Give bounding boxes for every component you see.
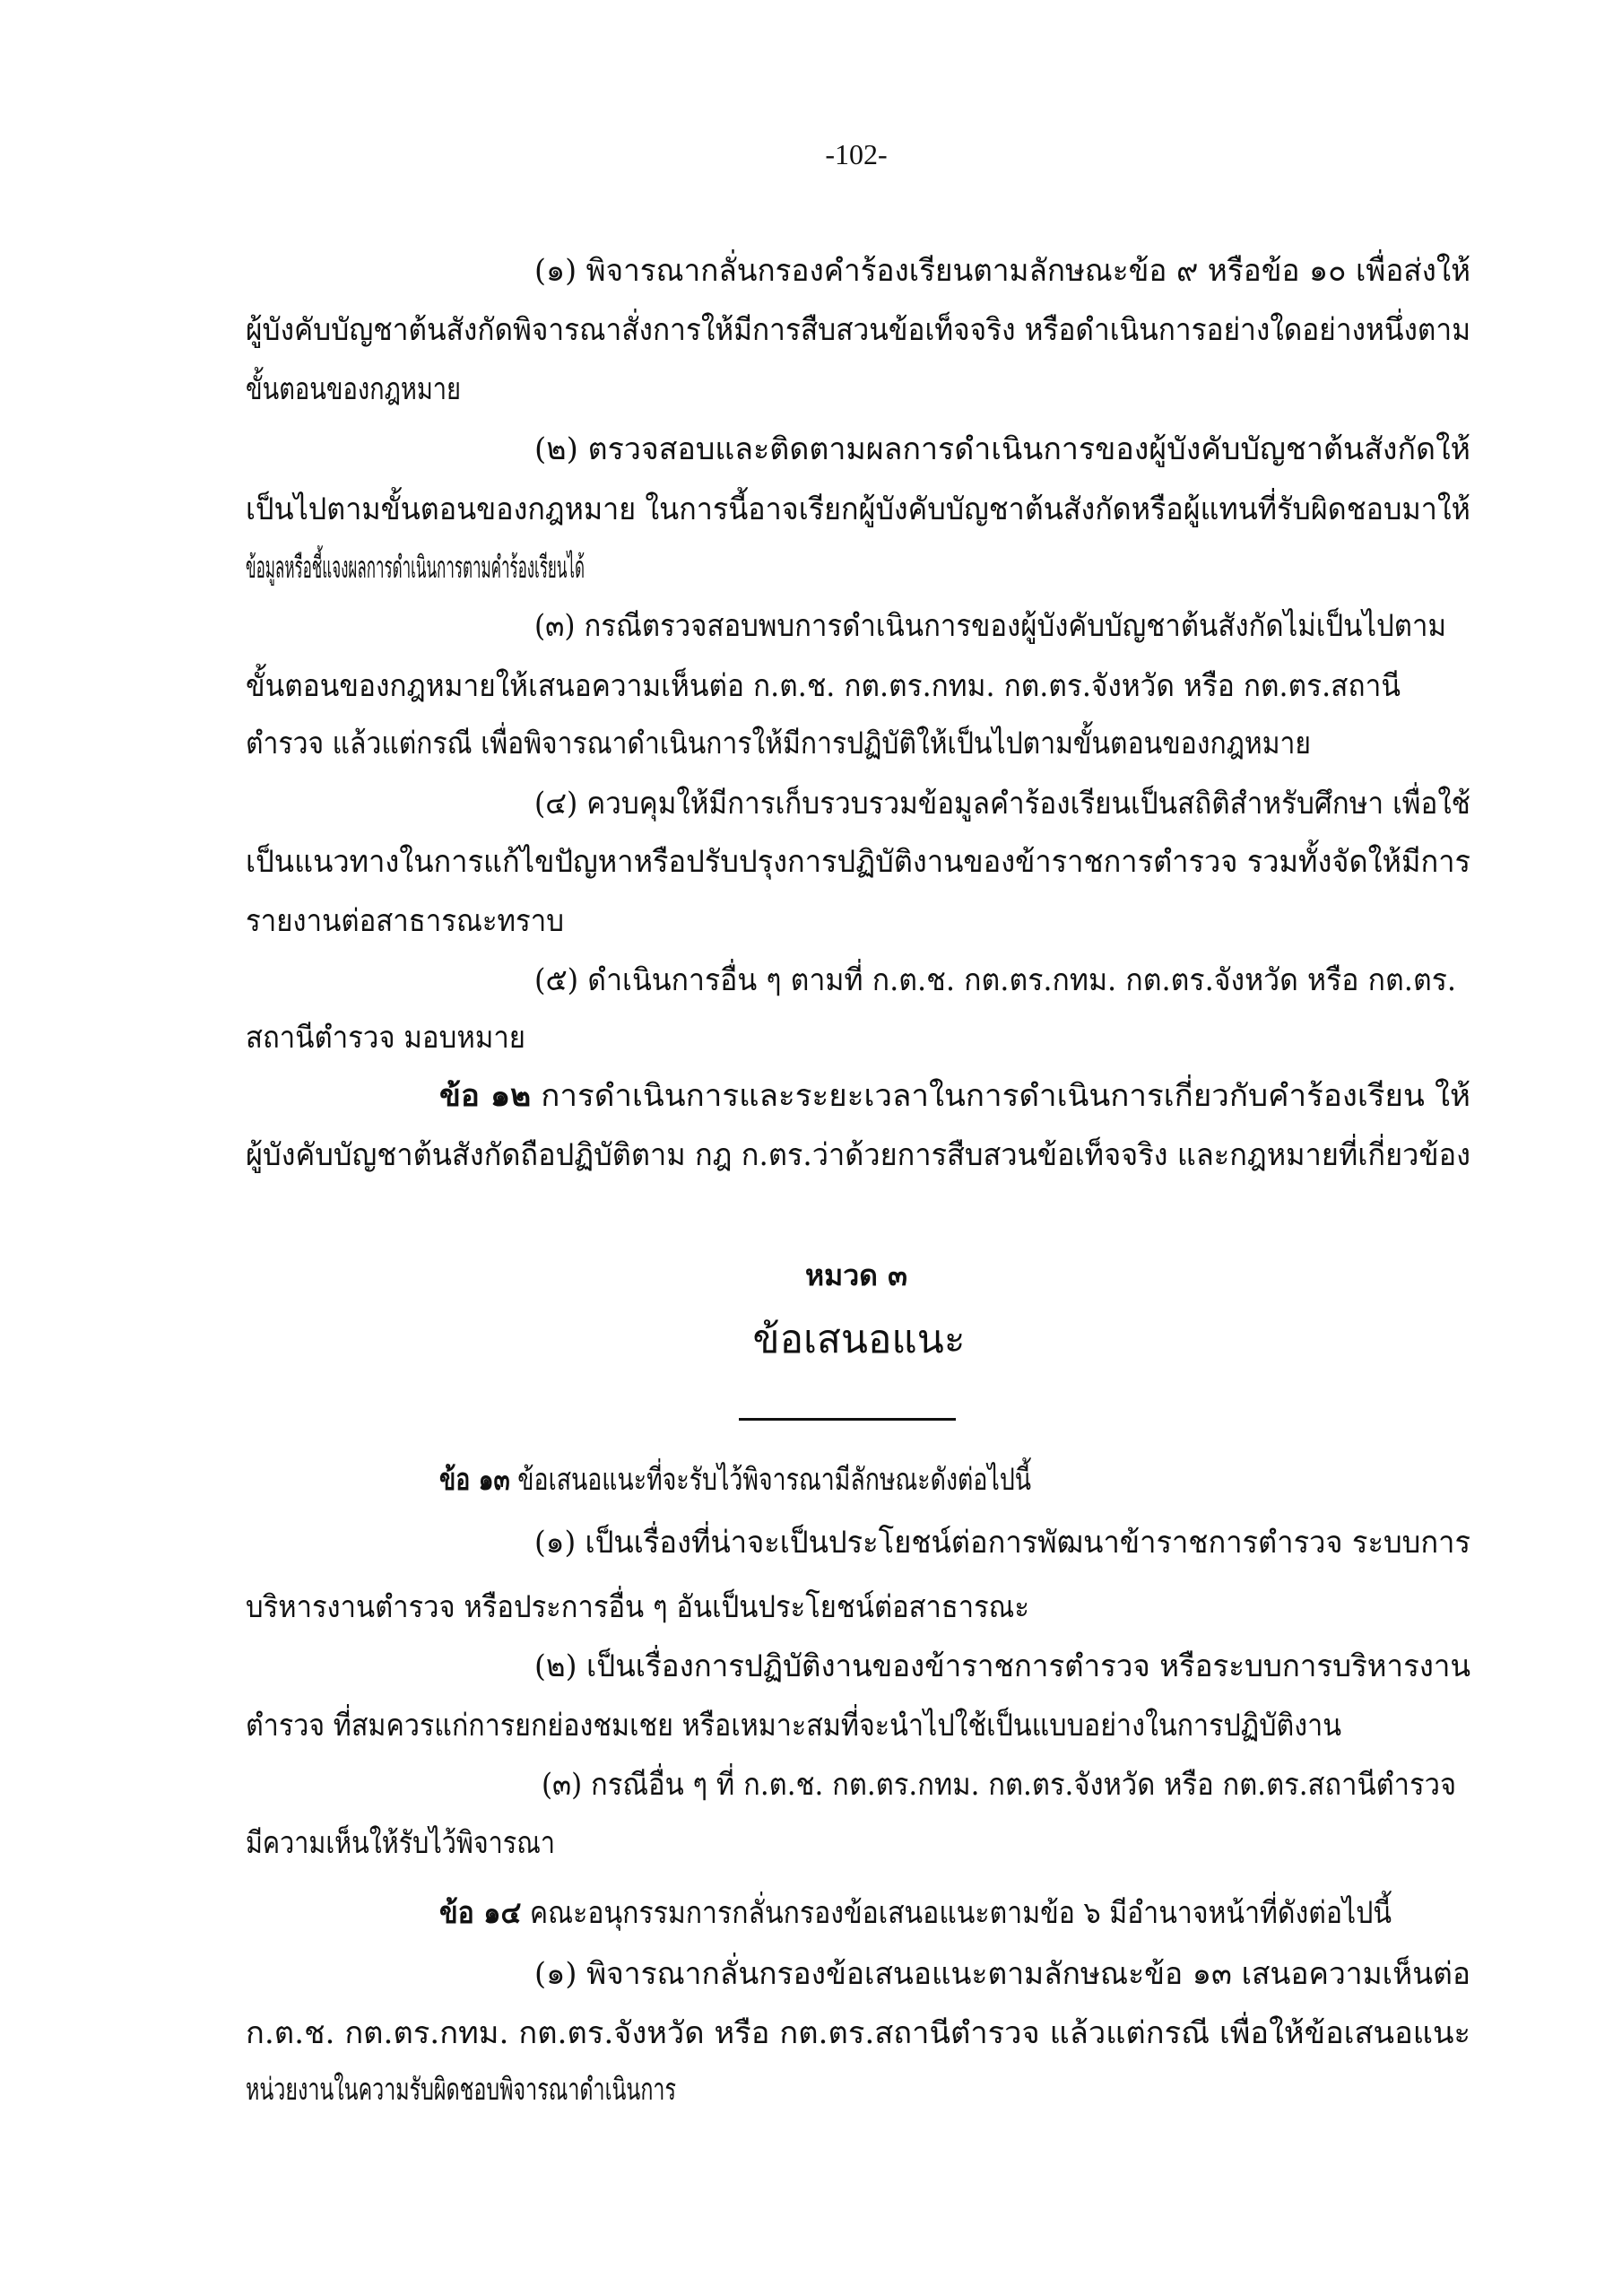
paragraph-line	[246, 1704, 1470, 1747]
section-number: ข้อ ๑๔	[439, 1895, 522, 1931]
paragraph-line	[246, 546, 925, 589]
line-text	[246, 1134, 1470, 1177]
line-text	[246, 368, 461, 411]
paragraph-line	[246, 2012, 1470, 2055]
line-text	[246, 1016, 525, 1059]
line-body-text: ผู้บังคับบัญชาต้นสังกัดถือปฏิบัติตาม กฎ ก.ตร.ว่าด้วยการสืบสวนข้อเท็จจริง และกฎหมายที่เกี่ยวข้อง	[246, 1137, 1471, 1173]
paragraph-line	[534, 782, 1548, 825]
line-body-text: ก.ต.ช. กต.ตร.กทม. กต.ตร.จังหวัด หรือ กต.ตร.สถานีตำรวจ แล้วแต่กรณี เพื่อให้ข้อเสนอแนะ	[246, 2015, 1470, 2051]
paragraph-line	[246, 1822, 612, 1865]
line-body-text: คณะอนุกรรมการกลั่นกรองข้อเสนอแนะตามข้อ ๖ มีอำนาจหน้าที่ดังต่อไปนี้	[521, 1895, 1392, 1931]
line-body-text: ข้อเสนอแนะที่จะรับไว้พิจารณามีลักษณะดังต่อไปนี้	[509, 1462, 1032, 1498]
line-text	[534, 1521, 1470, 1564]
page-number: -102-	[825, 138, 888, 170]
line-body-text: ขั้นตอนของกฎหมายให้เสนอความเห็นต่อ ก.ต.ช. กต.ตร.กทม. กต.ตร.จังหวัด หรือ กต.ตร.สถานี	[246, 668, 1401, 704]
paragraph-line	[246, 488, 1536, 531]
line-body-text: (๑) เป็นเรื่องที่น่าจะเป็นประโยชน์ต่อการพัฒนาข้าราชการตำรวจ ระบบการ	[534, 1525, 1471, 1561]
line-body-text: (๓) กรณีอื่น ๆ ที่ ก.ต.ช. กต.ตร.กทม. กต.ตร.จังหวัด หรือ กต.ตร.สถานีตำรวจ	[542, 1767, 1457, 1803]
line-text	[534, 959, 1456, 1002]
section-heading-line	[439, 1892, 1512, 1935]
section-heading-line	[439, 1074, 1471, 1118]
paragraph-line	[534, 1521, 1510, 1564]
line-text	[534, 782, 1470, 825]
line-body-text: (๓) กรณีตรวจสอบพบการดำเนินการของผู้บังคับบัญชาต้นสังกัดไม่เป็นไปตาม	[534, 608, 1446, 644]
paragraph-line	[246, 722, 1450, 765]
line-body-text: บริหารงานตำรวจ หรือประการอื่น ๆ อันเป็นประโยชน์ต่อสาธารณะ	[246, 1589, 1029, 1625]
section-heading-line	[439, 1458, 1193, 1501]
paragraph-line	[534, 959, 1514, 1002]
line-body-text: หน่วยงานในความรับผิดชอบพิจารณาดำเนินการ	[246, 2072, 677, 2108]
line-text	[246, 1586, 1029, 1629]
paragraph-line	[246, 1134, 1527, 1177]
line-text	[534, 604, 1446, 648]
line-text	[534, 249, 1470, 292]
line-text	[439, 1458, 1031, 1501]
line-text	[246, 900, 564, 943]
paragraph-line	[246, 368, 515, 411]
line-text	[246, 722, 1311, 765]
line-body-text: (๔) ควบคุมให้มีการเก็บรวบรวมข้อมูลคำร้องเรียนเป็นสถิติสำหรับศึกษา เพื่อใช้	[534, 786, 1470, 822]
paragraph-line	[534, 604, 1531, 648]
section-divider-rule	[739, 1418, 956, 1421]
line-body-text: รายงานต่อสาธารณะทราบ	[246, 903, 565, 939]
line-text	[246, 2068, 676, 2111]
line-body-text: ตำรวจ แล้วแต่กรณี เพื่อพิจารณาดำเนินการให้มีการปฏิบัติให้เป็นไปตามขั้นตอนของกฎหมาย	[246, 726, 1312, 761]
line-body-text: (๕) ดำเนินการอื่น ๆ ตามที่ ก.ต.ช. กต.ตร.กทม. กต.ตร.จังหวัด หรือ กต.ตร.	[534, 962, 1457, 998]
line-body-text: ข้อมูลหรือชี้แจงผลการดำเนินการตามคำร้องเรียนได้	[246, 550, 585, 586]
line-body-text: ผู้บังคับบัญชาต้นสังกัดพิจารณาสั่งการให้มีการสืบสวนข้อเท็จจริง หรือดำเนินการอย่างใดอย่างหนึ่งตาม	[246, 312, 1471, 348]
paragraph-line	[542, 1763, 1548, 1806]
line-text	[246, 488, 1470, 531]
line-body-text: เป็นไปตามขั้นตอนของกฎหมาย ในการนี้อาจเรียกผู้บังคับบัญชาต้นสังกัดหรือผู้แทนที่รับผิดชอบมาให้	[246, 491, 1470, 527]
line-body-text: (๒) เป็นเรื่องการปฏิบัติงานของข้าราชการตำรวจ หรือระบบการบริหารงาน	[534, 1648, 1471, 1684]
line-text	[534, 428, 1470, 471]
line-body-text: สถานีตำรวจ มอบหมาย	[246, 1020, 526, 1056]
line-text	[246, 546, 585, 589]
line-text	[246, 309, 1470, 352]
line-body-text: (๑) พิจารณากลั่นกรองคำร้องเรียนตามลักษณะข้อ ๙ หรือข้อ ๑๐ เพื่อส่งให้	[534, 253, 1471, 289]
line-body-text: การดำเนินการและระยะเวลาในการดำเนินการเกี่ยวกับคำร้องเรียน ให้	[531, 1078, 1471, 1114]
paragraph-line	[534, 249, 1491, 292]
line-body-text: ตำรวจ ที่สมควรแก่การยกย่องชมเชย หรือเหมาะสมที่จะนำไปใช้เป็นแบบอย่างในการปฏิบัติงาน	[246, 1708, 1342, 1744]
line-text	[246, 665, 1401, 708]
chapter-heading: หมวด ๓	[805, 1258, 907, 1292]
line-body-text: ขั้นตอนของกฎหมาย	[246, 371, 462, 407]
line-text	[246, 1704, 1341, 1747]
paragraph-line	[534, 1952, 1484, 1996]
line-body-text: เป็นแนวทางในการแก้ไขปัญหาหรือปรับปรุงการปฏิบัติงานของข้าราชการตำรวจ รวมทั้งจัดให้มีการ	[246, 844, 1471, 880]
paragraph-line	[246, 900, 594, 943]
line-text	[534, 1645, 1470, 1688]
paragraph-line	[246, 665, 1488, 708]
line-text	[439, 1892, 1392, 1935]
chapter-title: ข้อเสนอแนะ	[752, 1317, 966, 1362]
paragraph-line	[534, 428, 1472, 471]
paragraph-line	[534, 1645, 1499, 1688]
line-text	[246, 840, 1470, 883]
paragraph-line	[246, 309, 1563, 352]
line-text	[246, 2012, 1470, 2055]
line-body-text: มีความเห็นให้รับไว้พิจารณา	[246, 1825, 555, 1861]
line-body-text: (๑) พิจารณากลั่นกรองข้อเสนอแนะตามลักษณะข้อ ๑๓ เสนอความเห็นต่อ	[534, 1956, 1471, 1992]
line-text	[542, 1763, 1456, 1806]
line-text	[534, 1952, 1470, 1996]
line-text	[246, 1822, 555, 1865]
section-number: ข้อ ๑๓	[439, 1462, 510, 1498]
paragraph-line	[246, 840, 1524, 883]
line-text	[439, 1074, 1470, 1118]
line-body-text: (๒) ตรวจสอบและติดตามผลการดำเนินการของผู้บังคับบัญชาต้นสังกัดให้	[534, 431, 1470, 467]
paragraph-line	[246, 1586, 1107, 1629]
paragraph-line	[246, 1016, 551, 1059]
paragraph-line	[246, 2068, 874, 2111]
section-number: ข้อ ๑๒	[439, 1078, 532, 1114]
